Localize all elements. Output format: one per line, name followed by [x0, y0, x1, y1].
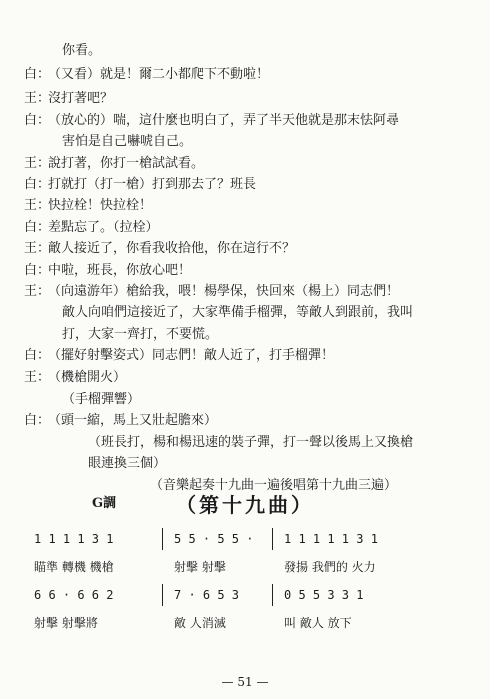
dialogue-text: （手榴彈響）: [62, 392, 141, 407]
dialogue-text: （又看）就是！爾二小都爬下不動啦！: [48, 67, 270, 82]
lyric-segment: 發揚 我們的 火力: [284, 560, 376, 574]
score-row: [30, 532, 460, 592]
notation-segment: 7 · 6 5 3: [174, 588, 240, 602]
dialogue-text: 打，大家一齊打，不要慌。: [62, 327, 219, 342]
dialogue-text: （放心的）喘，這什麼也明白了，弄了半天他就是那末怯阿尋: [48, 113, 400, 128]
speaker-label: 白：: [24, 113, 51, 128]
speaker-label: 王：: [24, 198, 51, 213]
speaker-label: 白：: [24, 413, 51, 428]
dialogue-text: 說打著，你打一槍試試看。: [48, 156, 205, 171]
bar-line: [162, 528, 163, 550]
notation-segment: 1 1 1 1 3 1: [34, 532, 114, 546]
bar-line: [272, 584, 273, 606]
dialogue-text: 敵人向咱們這接近了，大家準備手榴彈，等敵人到跟前，我叫: [62, 305, 414, 320]
notation-segment: 5 5 · 5 5 ·: [174, 532, 254, 546]
speaker-label: 白：: [24, 67, 51, 82]
lyric-segment: 瞄準 轉機 機槍: [34, 560, 114, 574]
dialogue-text: 沒打著吧？: [48, 91, 114, 106]
dialogue-text: （向遠游年）槍給我，喂！楊學保，快回來（楊上）同志們！: [48, 284, 400, 299]
dialogue-text: （音樂起奏十九曲一遍後唱第十九曲三遍）: [150, 478, 398, 493]
dialogue-text: 打就打（打一槍）打到那去了？班長: [48, 177, 257, 192]
speaker-label: 白：: [24, 177, 51, 192]
lyric-segment: 射擊 射擊將: [34, 616, 98, 630]
dialogue-text: （擺好射擊姿式）同志們！敵人近了，打手榴彈！: [48, 348, 335, 363]
lyric-segment: 叫 敵人 放下: [284, 616, 352, 630]
dialogue-text: 中啦，班長，你放心吧！: [48, 263, 192, 278]
speaker-label: 王：: [24, 241, 51, 256]
dialogue-text: 快拉栓！快拉栓！: [48, 198, 153, 213]
dialogue-text: （機槍開火）: [48, 370, 127, 385]
dialogue-text: 你看。: [62, 43, 102, 58]
notation-segment: 0 5 5 3 3 1: [284, 588, 364, 602]
speaker-label: 白：: [24, 220, 51, 235]
lyric-segment: 敵 人消滅: [174, 616, 226, 630]
dialogue-text: 害怕是自己嚇唬自己。: [62, 134, 193, 149]
dialogue-text: 眼連換三個）: [88, 456, 167, 471]
bar-line: [162, 584, 163, 606]
score-row: [30, 588, 460, 648]
notation-segment: 6 6 · 6 6 2: [34, 588, 114, 602]
page-number: — 51 —: [221, 675, 269, 689]
speaker-label: 王：: [24, 370, 51, 385]
bar-line: [272, 528, 273, 550]
speaker-label: 王：: [24, 156, 51, 171]
dialogue-text: （班長打，楊和楊迅速的裝子彈，打一聲以後馬上又換槍: [88, 435, 414, 450]
dialogue-text: （頭一縮，馬上又壯起膽來）: [48, 413, 218, 428]
speaker-label: 王：: [24, 91, 51, 106]
notation-segment: 1 1 1 1 1 3 1: [284, 532, 378, 546]
speaker-label: 王：: [24, 284, 51, 299]
dialogue-text: 敵人接近了，你看我收拾他，你在這行不？: [48, 241, 296, 256]
song-key: G調: [92, 496, 117, 511]
dialogue-text: 差點忘了。（拉栓）: [48, 220, 159, 235]
lyric-segment: 射擊 射擊: [174, 560, 226, 574]
speaker-label: 白：: [24, 348, 51, 363]
speaker-label: 白：: [24, 263, 51, 278]
song-title: （第十九曲）: [176, 493, 314, 517]
